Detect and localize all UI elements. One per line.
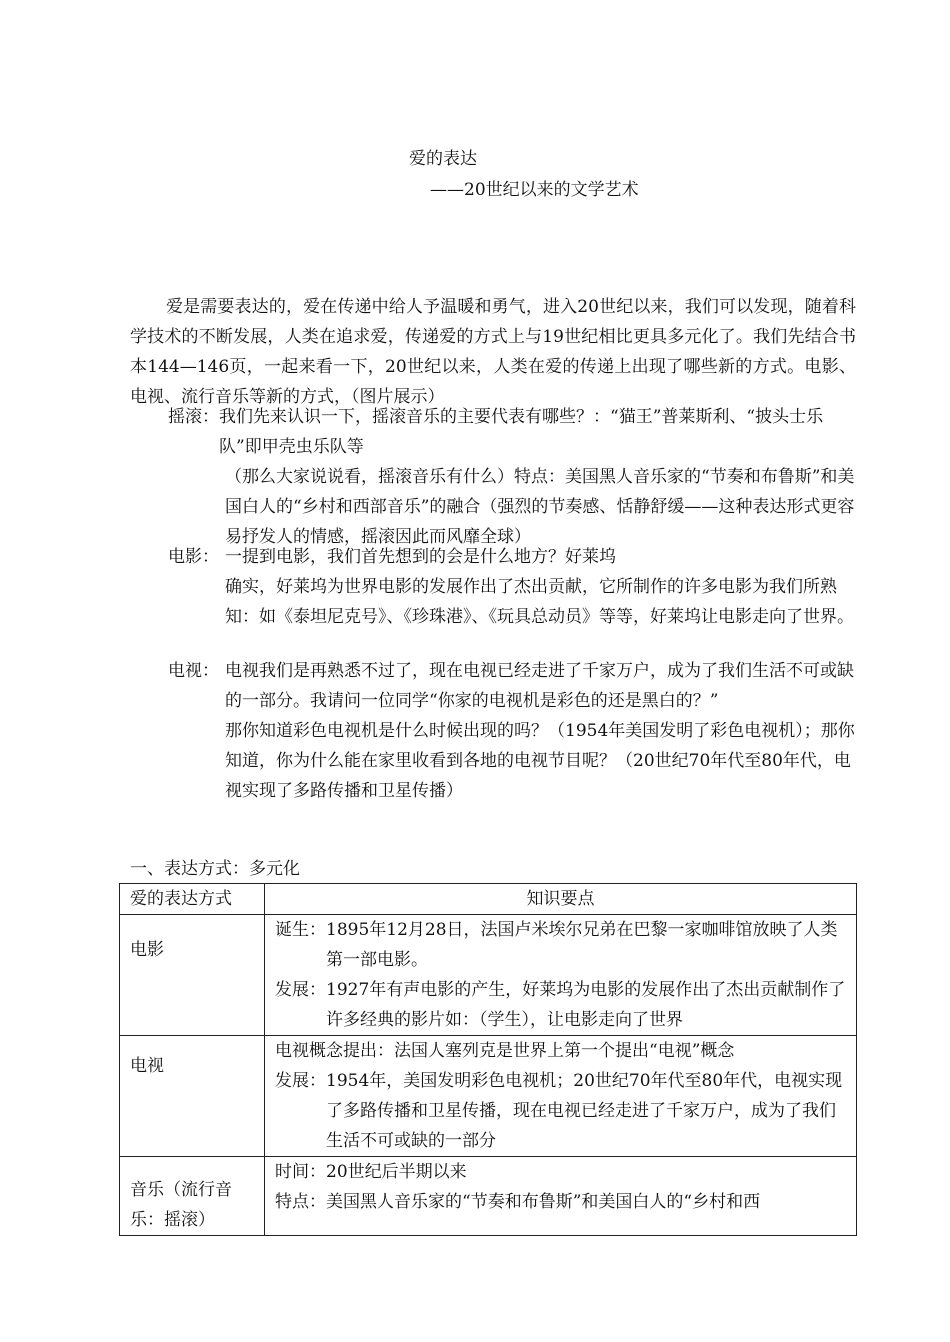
table-line bbox=[275, 1157, 846, 1187]
table-header-row bbox=[120, 884, 857, 915]
tv-paragraph-1: 电视我们是再熟悉不过了，现在电视已经走进了千家万户，成为了我们生活不可或缺的一部分。我请问一位同学“你家的电视机是彩色的还是黑白的？” bbox=[225, 661, 854, 711]
table-cell-points bbox=[265, 915, 857, 1036]
table-row-tv bbox=[120, 1036, 857, 1157]
intro-paragraph: 爱是需要表达的，爱在传递中给人予温暖和勇气，进入20世纪以来，我们可以发现，随着科学技术的不断发展，人类在追求爱，传递爱的方式上与19世纪相比更具多元化了。我们先结合书本144—146页，一起来看一下，20世纪以来，人类在爱的传递上出现了哪些新的方式。电影、电视、流行音乐等新的方式，（图片展示） bbox=[130, 297, 856, 407]
line-text: 20世纪后半期以来 bbox=[326, 1162, 467, 1182]
table-row-film bbox=[120, 915, 857, 1036]
line-label: 发展： bbox=[275, 1071, 326, 1091]
tv-paragraph-2: 那你知道彩色电视机是什么时候出现的吗？（1954年美国发明了彩色电视机）；那你知道，你为什么能在家里收看到各地的电视节目呢？（20世纪70年代至80年代，电视实现了多路传播和卫星传播） bbox=[225, 721, 855, 801]
film-section bbox=[168, 542, 858, 632]
rock-paragraph-2: （那么大家说说看，摇滚音乐有什么）特点：美国黑人音乐家的“节奏和布鲁斯”和美国白人的“乡村和西部音乐”的融合（强烈的节奏感、恬静舒缓——这种表达形式更容易抒发人的情感，摇滚因此而风靡全球） bbox=[225, 467, 855, 547]
line-label: 发展： bbox=[275, 980, 326, 1000]
table-cell-points bbox=[265, 1157, 857, 1236]
page-subtitle: ——20世纪以来的文学艺术 bbox=[430, 180, 639, 200]
film-paragraph-2: 确实，好莱坞为世界电影的发展作出了杰出贡献，它所制作的许多电影为我们所熟知：如《泰坦尼克号》、《珍珠港》、《玩具总动员》等等，好莱坞让电影走向了世界。 bbox=[225, 577, 854, 627]
table-row-music bbox=[120, 1157, 857, 1236]
line-text: 1927年有声电影的产生，好莱坞为电影的发展作出了杰出贡献制作了许多经典的影片如：（学生），让电影走向了世界 bbox=[326, 980, 846, 1030]
line-label: 特点： bbox=[275, 1192, 326, 1212]
table-line bbox=[275, 1066, 846, 1156]
table-cell-method: 音乐（流行音乐：摇滚） bbox=[120, 1157, 265, 1236]
table-line bbox=[275, 1036, 846, 1066]
line-text: 美国黑人音乐家的“节奏和布鲁斯”和美国白人的“乡村和西 bbox=[326, 1192, 761, 1212]
table-cell-method: 电影 bbox=[120, 915, 265, 1036]
line-label: 诞生： bbox=[275, 920, 326, 940]
table-header-points: 知识要点 bbox=[265, 884, 857, 915]
line-label: 时间： bbox=[275, 1162, 326, 1182]
tv-section bbox=[168, 656, 858, 806]
film-label: 电影： bbox=[168, 547, 219, 567]
tv-label: 电视： bbox=[168, 661, 219, 681]
rock-section bbox=[168, 402, 858, 552]
table-cell-points bbox=[265, 1036, 857, 1157]
line-text: 1954年，美国发明彩色电视机；20世纪70年代至80年代，电视实现了多路传播和卫星传播，现在电视已经走进了千家万户，成为了我们生活不可或缺的一部分 bbox=[326, 1071, 843, 1151]
knowledge-table bbox=[119, 883, 857, 1236]
table-cell-method: 电视 bbox=[120, 1036, 265, 1157]
film-paragraph-1: 一提到电影，我们首先想到的会是什么地方？好莱坞 bbox=[225, 547, 616, 567]
table-line bbox=[275, 1187, 846, 1231]
line-text: 电视概念提出：法国人塞列克是世界上第一个提出“电视”概念 bbox=[275, 1041, 735, 1061]
table-line bbox=[275, 975, 846, 1035]
rock-paragraph-1: 我们先来认识一下，摇滚音乐的主要代表有哪些？：“猫王”普莱斯利、“披头士乐队”即甲壳虫乐队等 bbox=[219, 407, 824, 457]
line-text: 1895年12月28日，法国卢米埃尔兄弟在巴黎一家咖啡馆放映了人类第一部电影。 bbox=[326, 920, 838, 970]
page-title: 爱的表达 bbox=[409, 149, 477, 169]
section-title: 一、表达方式：多元化 bbox=[130, 859, 300, 879]
table-header-method: 爱的表达方式 bbox=[120, 884, 265, 915]
table-line bbox=[275, 915, 846, 975]
rock-label: 摇滚： bbox=[168, 407, 219, 427]
